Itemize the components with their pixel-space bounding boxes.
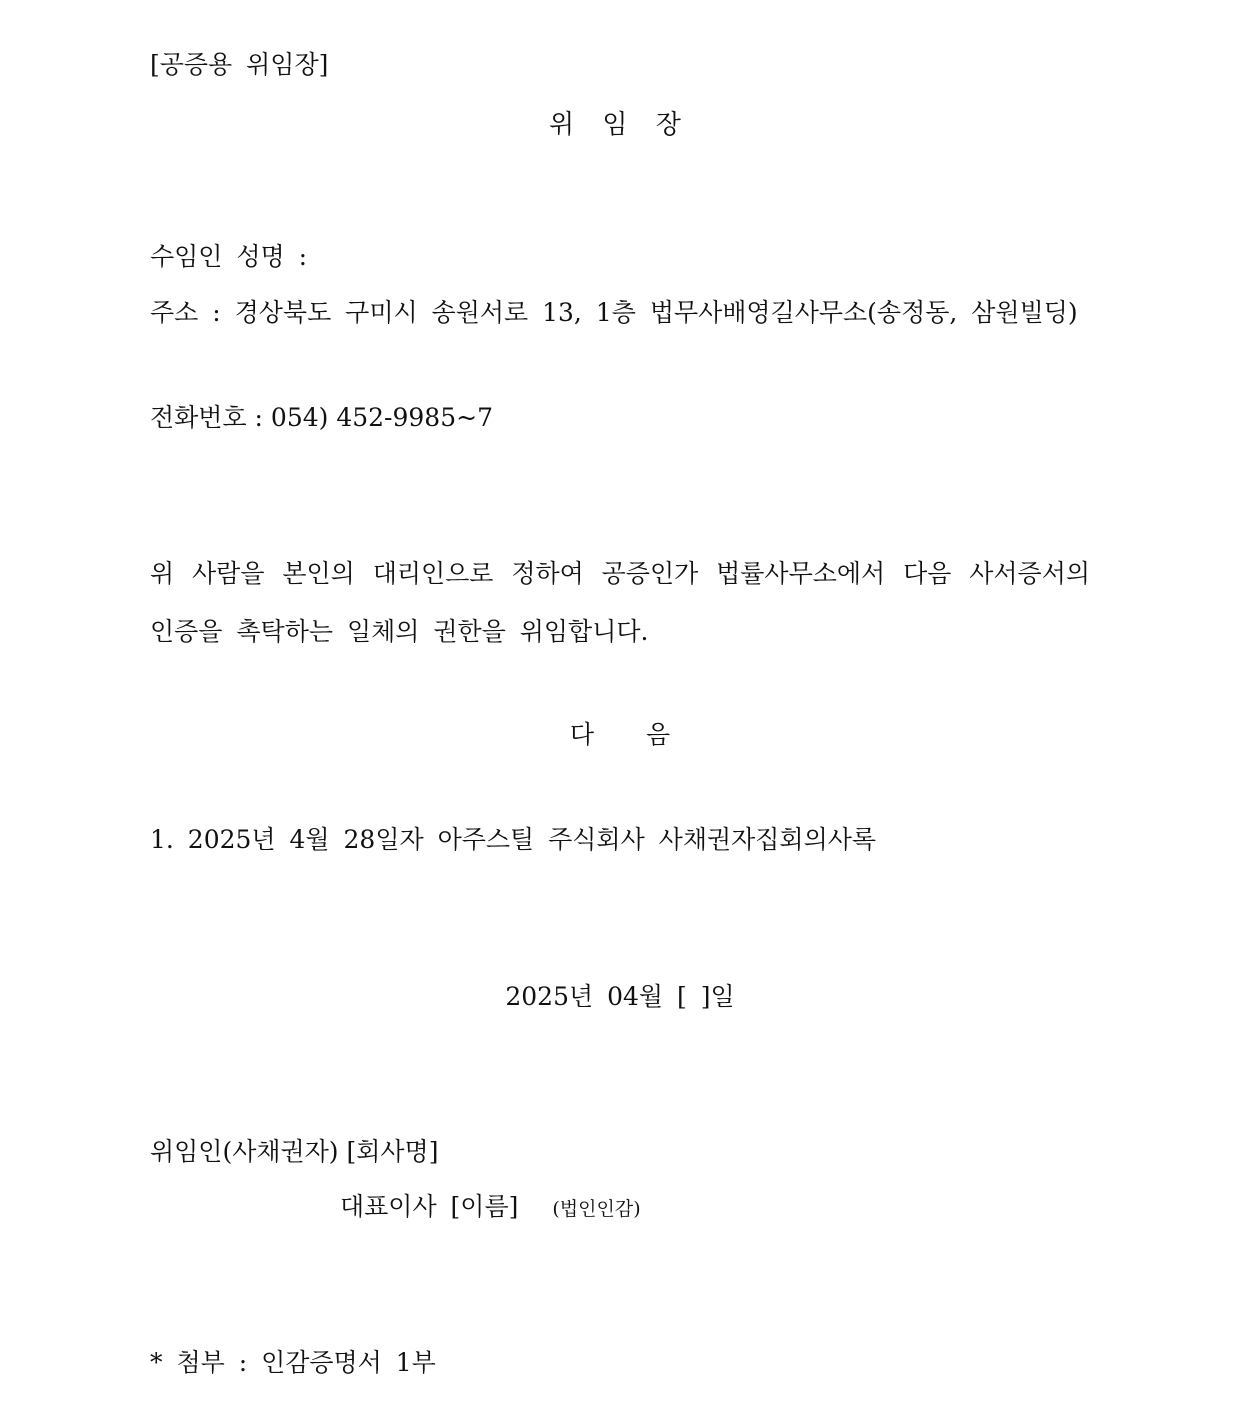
attachment-note: * 첨부 : 인감증명서 1부 bbox=[150, 1348, 436, 1377]
next-heading-right: 음 bbox=[646, 720, 671, 749]
document-date: 2025년 04월 [ ]일 bbox=[505, 982, 735, 1011]
agent-address: 주소 : 경상북도 구미시 송원서로 13, 1층 법무사배영길사무소(송정동, 삼원빌딩) bbox=[150, 298, 1078, 327]
header-tag: [공증용 위임장] bbox=[150, 50, 329, 79]
agent-phone: 전화번호 : 054) 452-9985~7 bbox=[150, 403, 493, 432]
agent-name-label: 수임인 성명 : bbox=[150, 242, 308, 271]
principal-representative: 대표이사 [이름] bbox=[340, 1192, 519, 1221]
next-heading bbox=[0, 720, 1240, 750]
principal-representative-row bbox=[340, 1192, 641, 1224]
principal-label: 위임인(사채권자) [회사명] bbox=[150, 1137, 439, 1166]
next-heading-left: 다 bbox=[569, 720, 594, 749]
list-item: 1. 2025년 4월 28일자 아주스틸 주식회사 사채권자집회의사록 bbox=[150, 825, 877, 854]
delegation-statement: 위 사람을 본인의 대리인으로 정하여 공증인가 법률사무소에서 다음 사서증서의 인증을 촉탁하는 일체의 권한을 위임합니다. bbox=[150, 559, 1090, 646]
corporate-seal-label: (법인인감) bbox=[552, 1198, 641, 1220]
document-title: 위 임 장 bbox=[549, 110, 691, 140]
